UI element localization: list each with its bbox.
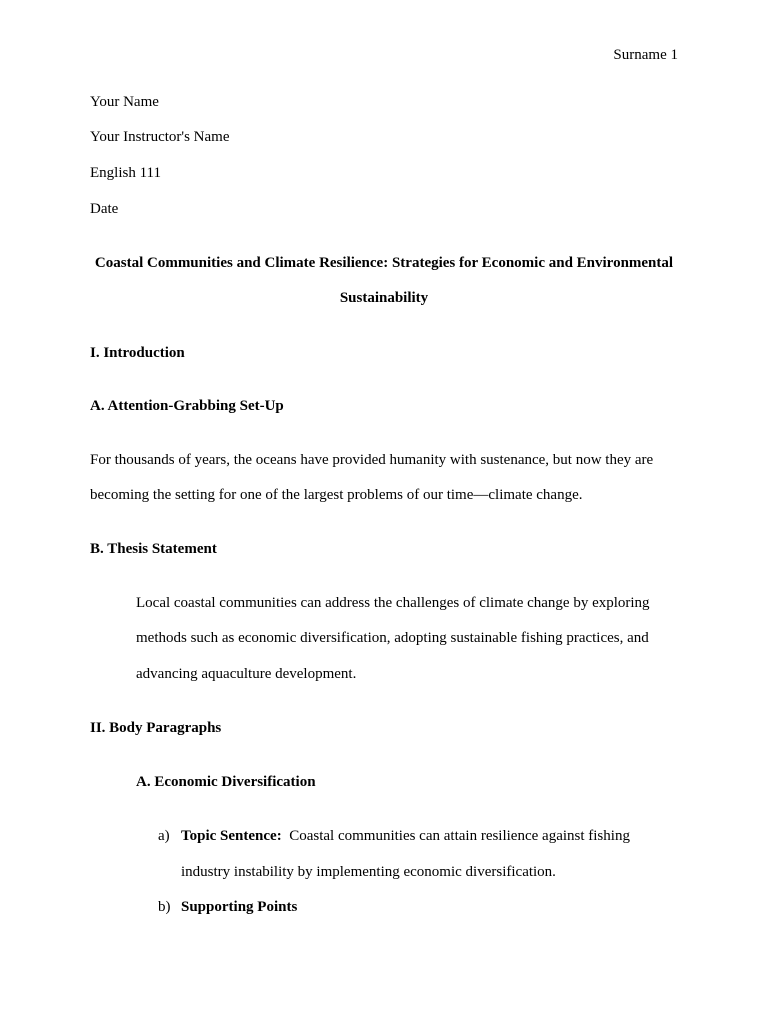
attention-text-line-2: becoming the setting for one of the largest problems of our time—climate change.: [90, 487, 583, 503]
topic-sentence-label: Topic Sentence:: [181, 828, 282, 844]
instructor-name: Your Instructor's Name: [90, 129, 230, 145]
thesis-line-2: methods such as economic diversification, adopting sustainable fishing practices, and: [136, 630, 649, 646]
list-item-a-line-2: industry instability by implementing economic diversification.: [181, 864, 556, 880]
supporting-points-label: Supporting Points: [181, 899, 298, 915]
attention-text-line-1: For thousands of years, the oceans have provided humanity with sustenance, but now they are: [90, 452, 654, 468]
section-heading-body: II. Body Paragraphs: [90, 720, 222, 736]
list-item-a-line-1: [181, 827, 630, 845]
subheading-attention: A. Attention-Grabbing Set-Up: [90, 398, 284, 414]
subheading-economic-diversification: A. Economic Diversification: [136, 774, 316, 790]
subheading-thesis: B. Thesis Statement: [90, 541, 217, 557]
topic-sentence-text: Coastal communities can attain resilience against fishing: [289, 828, 630, 844]
title-line-2: Sustainability: [339, 290, 429, 306]
thesis-line-1: Local coastal communities can address the challenges of climate change by exploring: [136, 595, 650, 611]
date: Date: [90, 201, 119, 217]
title-line-1: Coastal Communities and Climate Resilience: Strategies for Economic and Environmental: [94, 255, 674, 271]
student-name: Your Name: [90, 94, 159, 110]
course-name: English 111: [90, 165, 161, 181]
running-head: Surname 1: [613, 47, 678, 63]
list-marker-a: a): [158, 828, 170, 844]
section-heading-introduction: I. Introduction: [90, 345, 185, 361]
thesis-line-3: advancing aquaculture development.: [136, 666, 357, 682]
list-marker-b: b): [158, 899, 171, 915]
